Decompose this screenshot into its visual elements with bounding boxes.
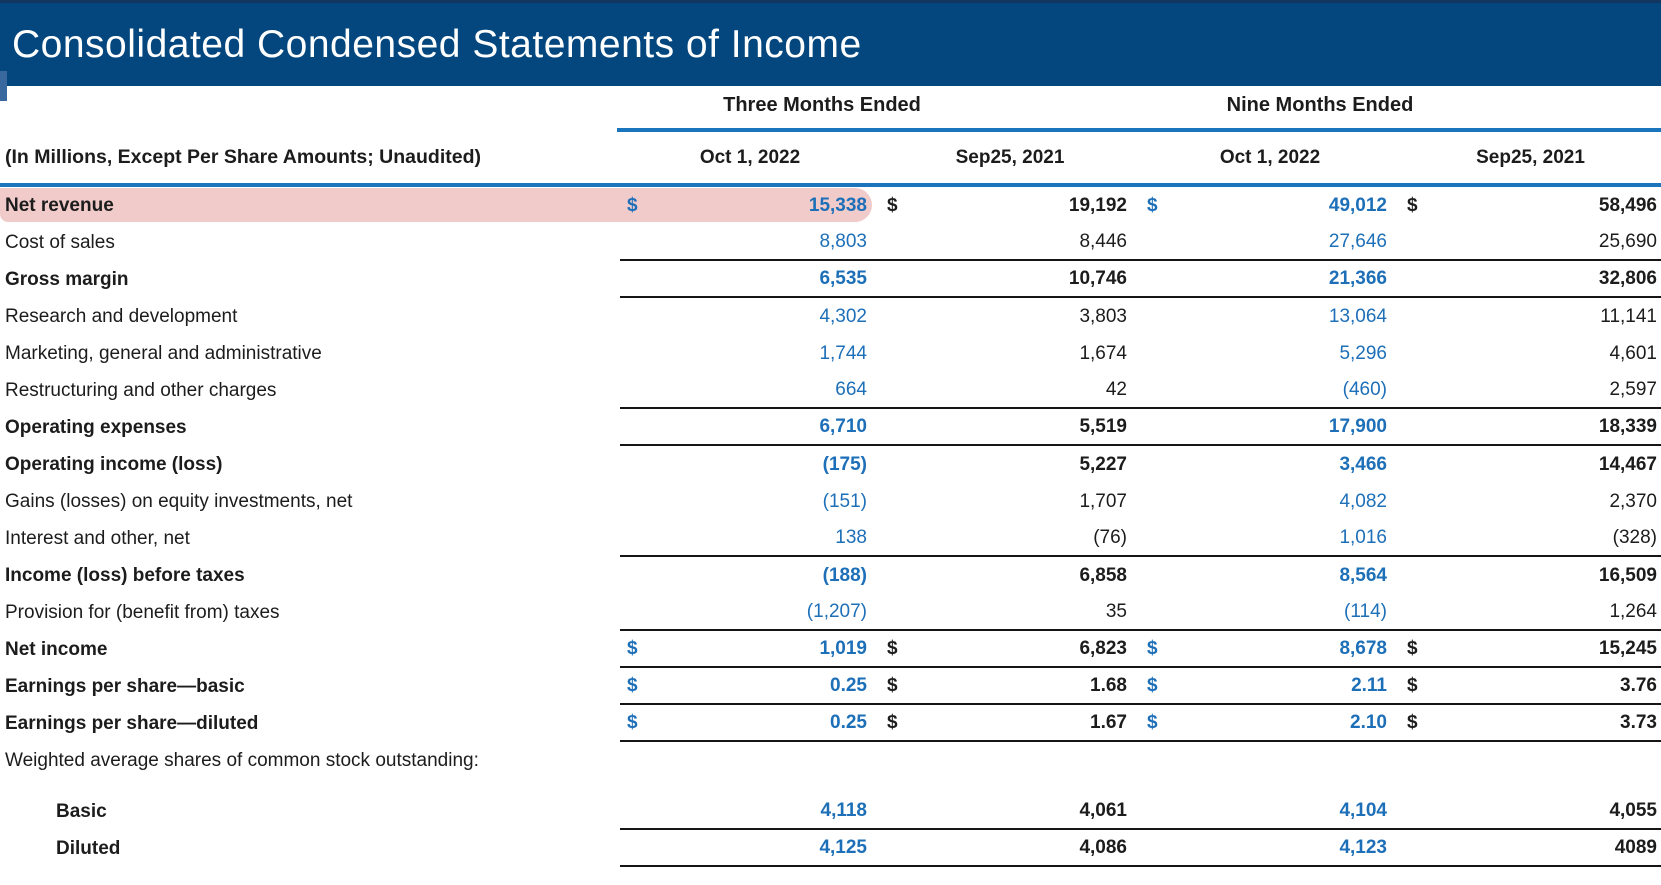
cell-value: 4,118: [820, 799, 867, 821]
value-cell-three-months-2022: [620, 594, 880, 629]
cell-value: 4,086: [1079, 836, 1127, 858]
cell-value: 0.25: [830, 674, 867, 696]
value-cell-three-months-2022: [620, 557, 880, 594]
dollar-sign: $: [887, 194, 898, 216]
row-label: Operating income (loss): [5, 453, 223, 475]
cell-value: 25,690: [1598, 230, 1657, 252]
table-row: [0, 705, 1661, 742]
cell-value: 0.25: [830, 711, 867, 733]
value-cell-three-months-2022: [620, 742, 880, 779]
cell-value: 1,707: [1079, 490, 1127, 512]
title-bar: [0, 0, 1661, 86]
row-values: [620, 187, 1661, 224]
dollar-sign: $: [1147, 637, 1158, 659]
cell-value: 16,509: [1598, 564, 1657, 586]
cell-value: 138: [835, 526, 867, 548]
cell-value: 8,446: [1079, 230, 1127, 252]
dollar-sign: $: [1147, 674, 1158, 696]
dollar-sign: $: [1147, 194, 1158, 216]
cell-value: 2,597: [1609, 378, 1657, 400]
value-cell-nine-months-2022: [1140, 830, 1400, 865]
value-cell-nine-months-2022: [1140, 446, 1400, 483]
value-cell-three-months-2022: [620, 446, 880, 483]
row-values: [620, 793, 1661, 830]
column-group-nine-months: Nine Months Ended: [1226, 94, 1414, 116]
dollar-sign: $: [627, 674, 638, 696]
dollar-sign: $: [1407, 194, 1418, 216]
dollar-sign: $: [1407, 637, 1418, 659]
value-cell-three-months-2022: [620, 298, 880, 335]
row-values: [620, 742, 1661, 779]
table-row: [0, 224, 1661, 261]
value-cell-nine-months-2022: [1140, 557, 1400, 594]
cell-value: 1.67: [1090, 711, 1127, 733]
cell-value: 8,564: [1339, 564, 1387, 586]
cell-value: 4,104: [1339, 799, 1387, 821]
cell-value: 8,803: [819, 230, 867, 252]
value-cell-three-months-2022: [620, 335, 880, 372]
value-cell-nine-months-2021: [1400, 594, 1661, 629]
cell-value: (328): [1612, 526, 1657, 548]
table-row: [0, 793, 1661, 830]
value-cell-nine-months-2021: [1400, 298, 1661, 335]
value-cell-three-months-2022: [620, 261, 880, 296]
column-header-ytd-2022: Oct 1, 2022: [1219, 146, 1321, 168]
value-cell-nine-months-2021: [1400, 261, 1661, 296]
row-label: Diluted: [56, 837, 121, 859]
cell-value: 4,601: [1609, 342, 1657, 364]
cell-value: 4,082: [1339, 490, 1387, 512]
value-cell-nine-months-2021: [1400, 830, 1661, 865]
column-group-header-row: [0, 86, 1661, 128]
value-cell-nine-months-2021: [1400, 187, 1661, 224]
cell-value: 42: [1105, 378, 1127, 400]
cell-value: (175): [822, 453, 867, 475]
cell-value: 3,466: [1339, 453, 1387, 475]
table-caption: (In Millions, Except Per Share Amounts; Unaudited): [5, 146, 481, 168]
dollar-sign: $: [887, 637, 898, 659]
cell-value: 5,519: [1079, 415, 1127, 437]
cell-value: 35: [1105, 600, 1127, 622]
value-cell-three-months-2021: [880, 261, 1140, 296]
value-cell-nine-months-2021: [1400, 335, 1661, 372]
value-cell-nine-months-2022: [1140, 483, 1400, 520]
cell-value: 32,806: [1598, 267, 1657, 289]
value-cell-three-months-2022: [620, 830, 880, 865]
value-cell-three-months-2022: [620, 224, 880, 259]
cell-value: (188): [822, 564, 867, 586]
cell-value: 15,338: [808, 194, 867, 216]
cell-value: 4,061: [1079, 799, 1127, 821]
value-cell-nine-months-2021: [1400, 409, 1661, 444]
row-values: [620, 298, 1661, 335]
row-values: [620, 483, 1661, 520]
value-cell-three-months-2021: [880, 793, 1140, 828]
table-row: [0, 631, 1661, 668]
row-label: Net income: [5, 638, 108, 660]
value-cell-three-months-2022: [620, 631, 880, 666]
cell-value: (460): [1342, 378, 1387, 400]
row-values: [620, 446, 1661, 483]
value-cell-three-months-2021: [880, 187, 1140, 224]
table-row: [0, 520, 1661, 557]
value-cell-three-months-2021: [880, 668, 1140, 703]
cell-value: 14,467: [1598, 453, 1657, 475]
value-cell-nine-months-2021: [1400, 372, 1661, 407]
value-cell-nine-months-2021: [1400, 557, 1661, 594]
table-row: [0, 446, 1661, 483]
value-cell-nine-months-2022: [1140, 224, 1400, 259]
row-label: Research and development: [5, 305, 238, 327]
cell-value: 1,674: [1079, 342, 1127, 364]
value-cell-three-months-2022: [620, 187, 880, 224]
row-values: [620, 520, 1661, 557]
value-cell-three-months-2021: [880, 372, 1140, 407]
row-values: [620, 372, 1661, 409]
row-values: [620, 631, 1661, 668]
value-cell-nine-months-2021: [1400, 742, 1661, 779]
row-label: Earnings per share—basic: [5, 675, 245, 697]
value-cell-three-months-2021: [880, 409, 1140, 444]
table-row: [0, 409, 1661, 446]
cell-value: 664: [835, 378, 867, 400]
cell-value: 5,296: [1339, 342, 1387, 364]
row-values: [620, 261, 1661, 298]
value-cell-three-months-2021: [880, 298, 1140, 335]
dollar-sign: $: [1407, 711, 1418, 733]
cell-value: 1,264: [1609, 600, 1657, 622]
value-cell-three-months-2021: [880, 483, 1140, 520]
row-label: Weighted average shares of common stock outstanding:: [5, 749, 479, 771]
column-group-three-months: Three Months Ended: [723, 94, 921, 116]
value-cell-nine-months-2022: [1140, 261, 1400, 296]
row-values: [620, 668, 1661, 705]
table-row: [0, 298, 1661, 335]
cell-value: (76): [1093, 526, 1127, 548]
value-cell-three-months-2022: [620, 705, 880, 740]
row-spacer: [0, 779, 1661, 793]
value-cell-nine-months-2022: [1140, 668, 1400, 703]
cell-value: 1,744: [819, 342, 867, 364]
value-cell-three-months-2022: [620, 668, 880, 703]
value-cell-three-months-2021: [880, 594, 1140, 629]
cell-value: (151): [822, 490, 867, 512]
value-cell-nine-months-2021: [1400, 520, 1661, 555]
cell-value: 1,016: [1339, 526, 1387, 548]
dollar-sign: $: [627, 194, 638, 216]
dollar-sign: $: [1147, 711, 1158, 733]
cell-value: 6,535: [819, 267, 867, 289]
cell-value: 3.76: [1620, 674, 1657, 696]
dollar-sign: $: [627, 711, 638, 733]
value-cell-nine-months-2022: [1140, 335, 1400, 372]
row-values: [620, 335, 1661, 372]
cell-value: 17,900: [1328, 415, 1387, 437]
value-cell-three-months-2021: [880, 224, 1140, 259]
value-cell-nine-months-2022: [1140, 298, 1400, 335]
column-header-q3-2022: Oct 1, 2022: [699, 146, 801, 168]
cell-value: 2.11: [1351, 674, 1387, 696]
cell-value: 13,064: [1328, 305, 1387, 327]
row-label: Gains (losses) on equity investments, net: [5, 490, 353, 512]
row-label: Interest and other, net: [5, 527, 190, 549]
value-cell-nine-months-2022: [1140, 372, 1400, 407]
cell-value: 4089: [1614, 836, 1657, 858]
row-label: Income (loss) before taxes: [5, 564, 245, 586]
row-values: [620, 557, 1661, 594]
cell-value: 10,746: [1068, 267, 1127, 289]
value-cell-nine-months-2022: [1140, 187, 1400, 224]
row-label: Basic: [56, 800, 107, 822]
cell-value: 11,141: [1600, 305, 1657, 327]
cell-value: 6,823: [1079, 637, 1127, 659]
row-label: Gross margin: [5, 268, 129, 290]
table-row: [0, 483, 1661, 520]
cell-value: 8,678: [1339, 637, 1387, 659]
value-cell-nine-months-2021: [1400, 631, 1661, 666]
dollar-sign: $: [627, 637, 638, 659]
cell-value: 58,496: [1598, 194, 1657, 216]
row-label: Marketing, general and administrative: [5, 342, 322, 364]
table-row: [0, 557, 1661, 594]
value-cell-nine-months-2022: [1140, 594, 1400, 629]
cell-value: 6,710: [819, 415, 867, 437]
value-cell-three-months-2021: [880, 520, 1140, 555]
row-values: [620, 409, 1661, 446]
cell-value: 21,366: [1328, 267, 1387, 289]
page-title: Consolidated Condensed Statements of Income: [12, 22, 862, 66]
cell-value: 3,803: [1079, 305, 1127, 327]
date-header-row: [0, 132, 1661, 183]
cell-value: 4,123: [1339, 836, 1387, 858]
value-cell-nine-months-2022: [1140, 742, 1400, 779]
value-cell-nine-months-2022: [1140, 705, 1400, 740]
value-cell-nine-months-2021: [1400, 446, 1661, 483]
cell-value: 4,055: [1609, 799, 1657, 821]
column-header-ytd-2021: Sep25, 2021: [1476, 146, 1585, 168]
row-label: Restructuring and other charges: [5, 379, 277, 401]
dollar-sign: $: [887, 674, 898, 696]
column-header-q3-2021: Sep25, 2021: [955, 146, 1065, 168]
value-cell-nine-months-2021: [1400, 668, 1661, 703]
value-cell-nine-months-2022: [1140, 793, 1400, 828]
table-row: [0, 187, 1661, 224]
cell-value: (114): [1344, 600, 1387, 622]
table-row: [0, 594, 1661, 631]
cell-value: 19,192: [1068, 194, 1127, 216]
income-table-body: [0, 187, 1661, 867]
value-cell-nine-months-2021: [1400, 483, 1661, 520]
table-row: [0, 668, 1661, 705]
value-cell-three-months-2022: [620, 483, 880, 520]
row-values: [620, 224, 1661, 261]
value-cell-nine-months-2022: [1140, 631, 1400, 666]
cell-value: 49,012: [1328, 194, 1387, 216]
cell-value: 3.73: [1620, 711, 1657, 733]
cell-value: 1,019: [819, 637, 867, 659]
dollar-sign: $: [887, 711, 898, 733]
cell-value: 4,125: [819, 836, 867, 858]
value-cell-nine-months-2021: [1400, 705, 1661, 740]
dollar-sign: $: [1407, 674, 1418, 696]
value-cell-nine-months-2021: [1400, 793, 1661, 828]
table-row: [0, 261, 1661, 298]
cell-value: 1.68: [1090, 674, 1127, 696]
cell-value: 4,302: [819, 305, 867, 327]
value-cell-three-months-2021: [880, 446, 1140, 483]
value-cell-three-months-2022: [620, 372, 880, 407]
value-cell-nine-months-2021: [1400, 224, 1661, 259]
row-values: [620, 705, 1661, 742]
table-row: [0, 830, 1661, 867]
cell-value: 18,339: [1598, 415, 1657, 437]
row-label: Earnings per share—diluted: [5, 712, 259, 734]
cell-value: (1,207): [806, 600, 867, 622]
cell-value: 27,646: [1328, 230, 1387, 252]
value-cell-nine-months-2022: [1140, 520, 1400, 555]
cell-value: 6,858: [1079, 564, 1127, 586]
row-label: Net revenue: [5, 194, 114, 216]
table-row: [0, 372, 1661, 409]
value-cell-three-months-2021: [880, 742, 1140, 779]
table-row: [0, 742, 1661, 779]
cell-value: 5,227: [1079, 453, 1127, 475]
row-label: Operating expenses: [5, 416, 187, 438]
cell-value: 2,370: [1609, 490, 1657, 512]
row-values: [620, 830, 1661, 867]
value-cell-three-months-2021: [880, 705, 1140, 740]
value-cell-three-months-2021: [880, 335, 1140, 372]
value-cell-three-months-2021: [880, 557, 1140, 594]
row-label: Provision for (benefit from) taxes: [5, 601, 280, 623]
value-cell-three-months-2022: [620, 793, 880, 828]
row-values: [620, 594, 1661, 631]
cell-value: 15,245: [1598, 637, 1657, 659]
value-cell-nine-months-2022: [1140, 409, 1400, 444]
value-cell-three-months-2022: [620, 409, 880, 444]
row-label: Cost of sales: [5, 231, 115, 253]
cell-value: 2.10: [1350, 711, 1387, 733]
value-cell-three-months-2021: [880, 631, 1140, 666]
value-cell-three-months-2022: [620, 520, 880, 555]
table-row: [0, 335, 1661, 372]
value-cell-three-months-2021: [880, 830, 1140, 865]
